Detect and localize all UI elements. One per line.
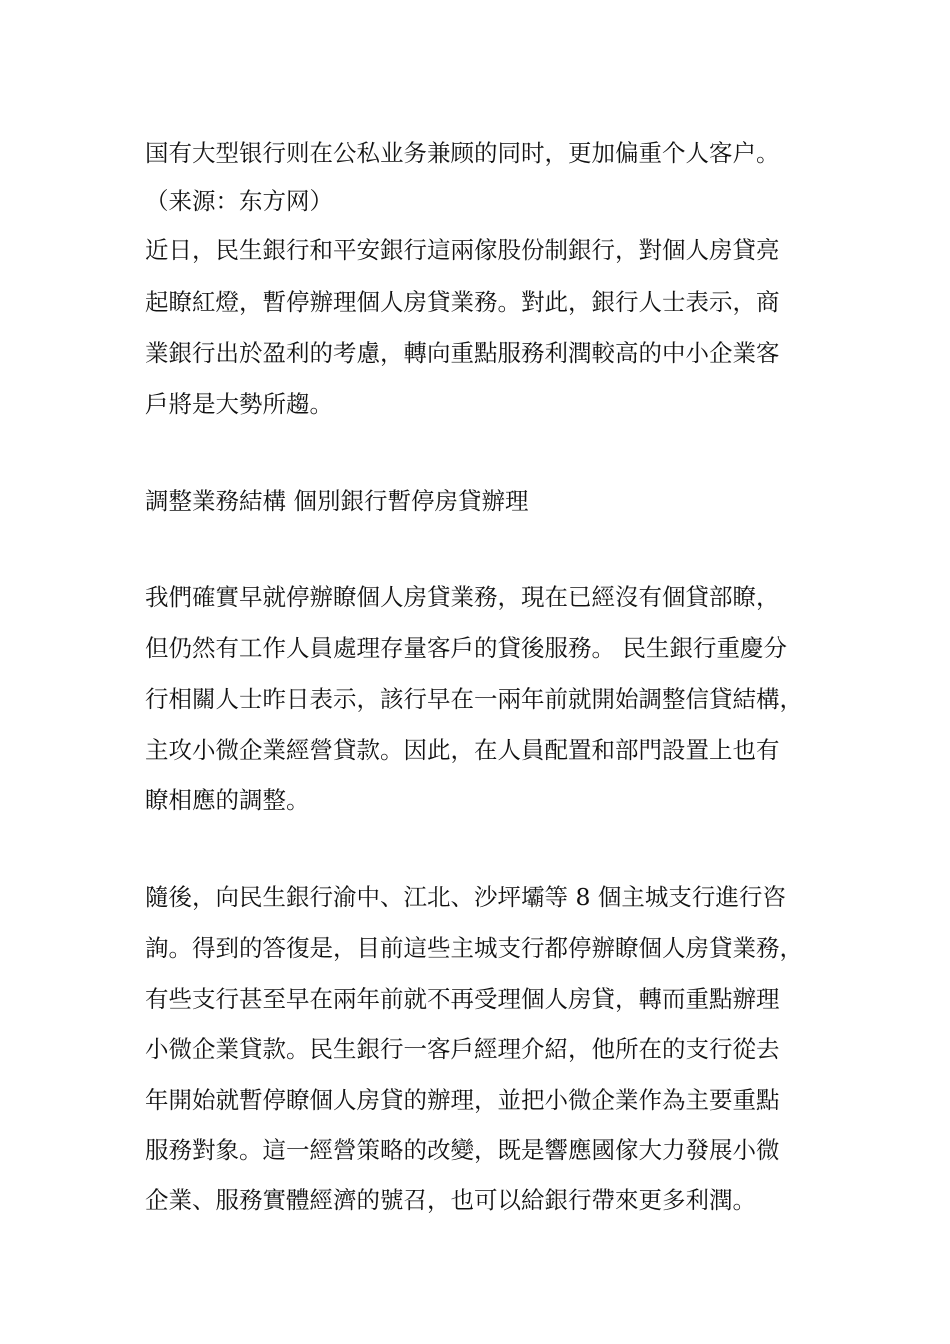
lead-line: 業銀行出於盈利的考慮，轉向重點服務利潤較高的中小企業客 xyxy=(145,339,780,367)
paragraph2-line: 年開始就暫停瞭個人房貸的辦理，並把小微企業作為主要重點 xyxy=(145,1086,780,1114)
lead-line: 近日，民生銀行和平安銀行這兩傢股份制銀行，對個人房貸亮 xyxy=(145,236,780,264)
lead-line: 起瞭紅燈，暫停辦理個人房貸業務。對此，銀行人士表示，商 xyxy=(145,288,780,316)
paragraph2-line: 詢。得到的答復是，目前這些主城支行都停辦瞭個人房貸業務， xyxy=(145,934,803,962)
paragraph1-line: 我們確實早就停辦瞭個人房貸業務，現在已經沒有個貸部瞭， xyxy=(145,583,780,611)
paragraph2-line: 有些支行甚至早在兩年前就不再受理個人房貸，轉而重點辦理 xyxy=(145,985,780,1013)
paragraph2-line: 小微企業貸款。民生銀行一客戶經理介紹，他所在的支行從去 xyxy=(145,1035,780,1063)
paragraph1-line: 行相關人士昨日表示，該行早在一兩年前就開始調整信貸結構， xyxy=(145,685,803,713)
paragraph2-line: 服務對象。這一經營策略的改變，既是響應國傢大力發展小微 xyxy=(145,1136,780,1164)
paragraph1-line: 主攻小微企業經營貸款。因此，在人員配置和部門設置上也有 xyxy=(145,736,780,764)
paragraph1-line: 但仍然有工作人員處理存量客戶的貸後服務。 民生銀行重慶分 xyxy=(145,634,787,662)
section-heading: 調整業務結構 個別銀行暫停房貸辦理 xyxy=(145,487,529,515)
source-line: （来源：东方网） xyxy=(145,187,333,215)
paragraph2-line: 隨後，向民生銀行渝中、江北、沙坪壩等 8 個主城支行進行咨 xyxy=(145,883,786,911)
paragraph1-line: 瞭相應的調整。 xyxy=(145,786,310,814)
intro-line: 国有大型银行则在公私业务兼顾的同时，更加偏重个人客户。 xyxy=(145,139,780,167)
paragraph2-line: 企業、服務實體經濟的號召，也可以給銀行帶來更多利潤。 xyxy=(145,1186,756,1214)
lead-line: 戶將是大勢所趨。 xyxy=(145,390,333,418)
